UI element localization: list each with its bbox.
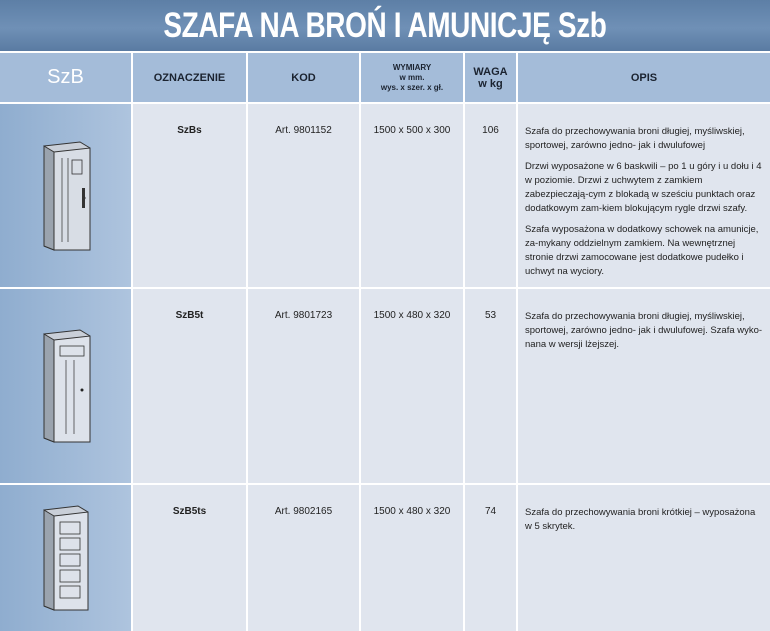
kod-cell: Art. 9801152 xyxy=(248,104,359,287)
oznaczenie-value: SzBs xyxy=(177,125,202,136)
safe-image xyxy=(36,326,96,446)
header-wymiary-line3: wys. x szer. x gł. xyxy=(380,82,444,92)
opis-cell xyxy=(518,104,770,287)
product-image-cell xyxy=(0,289,131,483)
safe-image xyxy=(36,138,96,253)
waga-cell: 53 xyxy=(465,289,516,483)
oznaczenie-value: SzB5ts xyxy=(172,506,207,517)
opis-cell xyxy=(518,485,770,631)
opis-paragraph: Szafa do przechowywania broni krótkiej – wyposażona w 5 skrytek. xyxy=(525,507,756,532)
product-image-cell xyxy=(0,104,131,287)
page-title: SZAFA NA BROŃ I AMUNICJĘ Szb xyxy=(0,0,770,51)
oznaczenie-value: SzB5t xyxy=(175,310,204,321)
header-waga xyxy=(465,53,516,102)
opis-paragraph: Szafa do przechowywania broni długiej, myśliwskiej, sportowej, zarówno jedno- jak i dwulufowej xyxy=(525,126,745,151)
wymiary-cell: 1500 x 480 x 320 xyxy=(361,289,463,483)
safe-image xyxy=(38,502,94,614)
header-kod: KOD xyxy=(248,53,359,102)
header-wymiary-line1: WYMIARY xyxy=(392,62,432,72)
waga-cell: 106 xyxy=(465,104,516,287)
header-waga-line2: w kg xyxy=(478,77,503,90)
waga-cell: 74 xyxy=(465,485,516,631)
kod-cell: Art. 9801723 xyxy=(248,289,359,483)
opis-cell xyxy=(518,289,770,483)
oznaczenie-cell xyxy=(133,485,246,631)
header-oznaczenie: OZNACZENIE xyxy=(133,53,246,102)
header-wymiary xyxy=(361,53,463,102)
header-waga-line1: WAGA xyxy=(473,65,508,78)
oznaczenie-cell xyxy=(133,289,246,483)
kod-cell: Art. 9802165 xyxy=(248,485,359,631)
wymiary-cell: 1500 x 480 x 320 xyxy=(361,485,463,631)
side-label: SzB xyxy=(0,53,131,102)
product-image-cell xyxy=(0,485,131,631)
opis-paragraph: Szafa do przechowywania broni długiej, myśliwskiej, sportowej, zarówno jedno- jak i dwulufowej. Szafa wyko-nana w wersji lżejszej. xyxy=(525,311,763,350)
opis-paragraph: Szafa wyposażona w dodatkowy schowek na amunicje, za-mykany oddzielnym zamkiem. Na wewnętrznej stronie drzwi zamocowane jest dodatkowe pudełko i uchwyt na wyciory. xyxy=(525,224,759,277)
header-wymiary-line2: w mm. xyxy=(399,72,425,82)
wymiary-cell: 1500 x 500 x 300 xyxy=(361,104,463,287)
opis-paragraph: Drzwi wyposażone w 6 baskwili – po 1 u góry i u dołu i 4 w poziomie. Drzwi z uchwytem z zamkiem zabezpieczają-cym z blokadą w sześciu punktach oraz dodatkowym zam-kiem blokującym rygle drzwi szafy. xyxy=(525,161,762,214)
header-opis: OPIS xyxy=(518,53,770,102)
oznaczenie-cell xyxy=(133,104,246,287)
